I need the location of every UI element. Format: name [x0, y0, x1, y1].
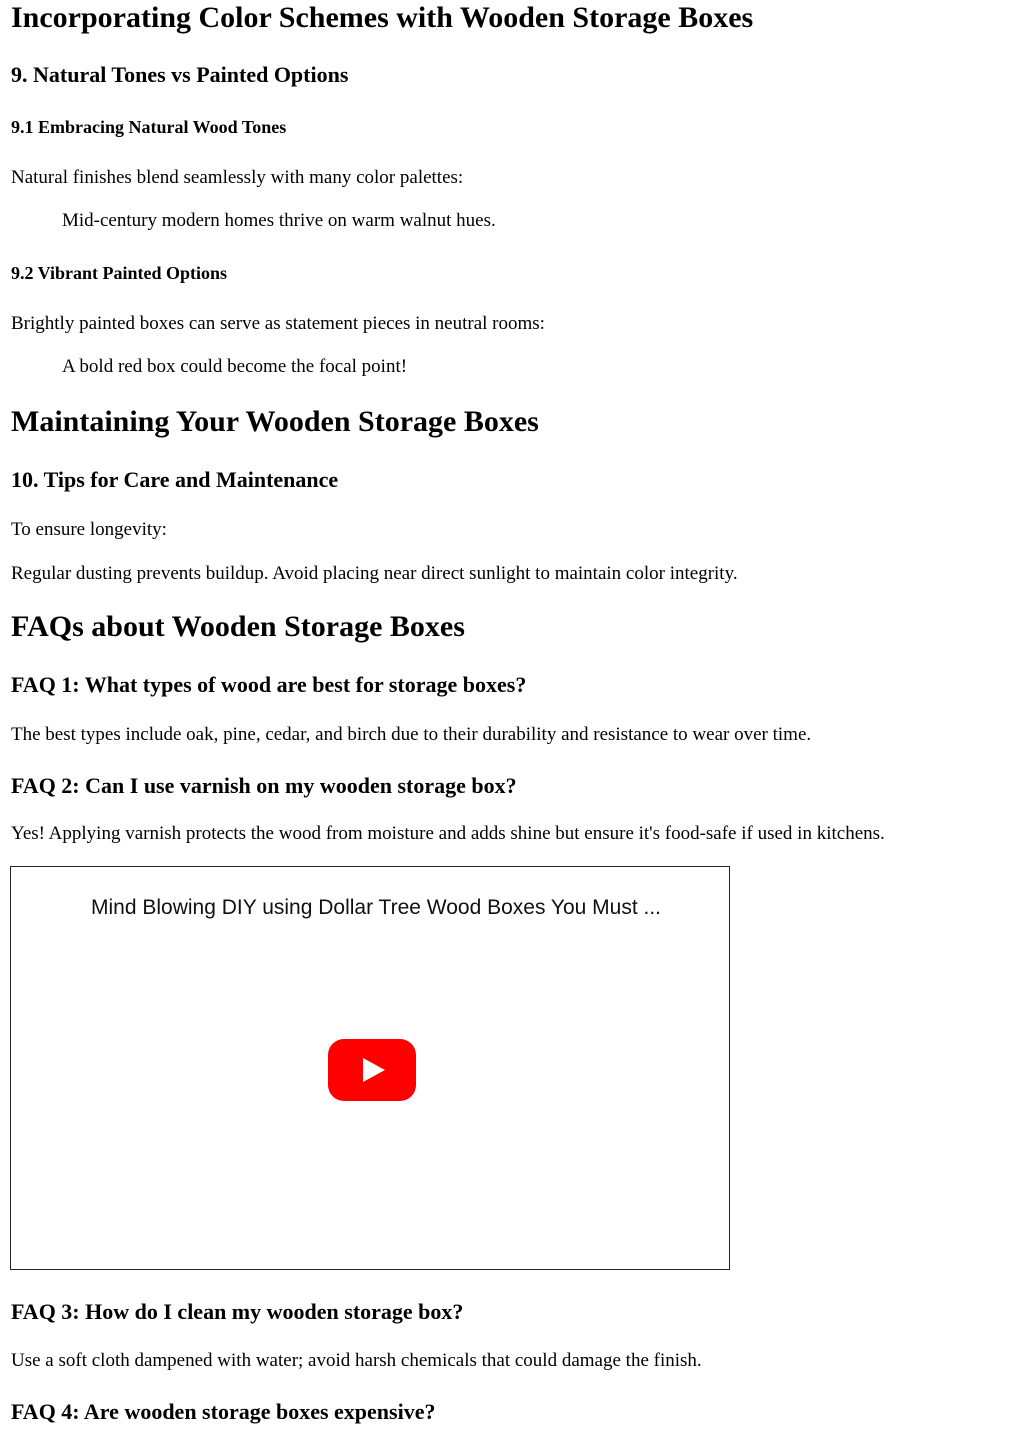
blockquote-natural-example: Mid-century modern homes thrive on warm walnut hues.: [62, 210, 496, 231]
play-button[interactable]: [328, 1039, 416, 1101]
embedded-video-player[interactable]: [10, 866, 730, 1270]
section-title-faqs: FAQs about Wooden Storage Boxes: [11, 610, 465, 643]
paragraph-maintenance-tips: Regular dusting prevents buildup. Avoid placing near direct sunlight to maintain color integrity.: [11, 563, 738, 584]
faq-answer-1: The best types include oak, pine, cedar, and birch due to their durability and resistance to wear over time.: [11, 724, 812, 745]
youtube-play-icon[interactable]: [328, 1039, 416, 1101]
subsection-title-natural-vs-painted: 9. Natural Tones vs Painted Options: [11, 62, 349, 87]
heading-natural-wood-tones: 9.1 Embracing Natural Wood Tones: [11, 117, 287, 137]
paragraph-painted-intro: Brightly painted boxes can serve as statement pieces in neutral rooms:: [11, 313, 545, 334]
heading-vibrant-painted: 9.2 Vibrant Painted Options: [11, 263, 228, 283]
paragraph-maintenance-intro: To ensure longevity:: [11, 519, 167, 540]
faq-answer-3: Use a soft cloth dampened with water; avoid harsh chemicals that could damage the finish.: [11, 1350, 702, 1371]
section-title-color-schemes: Incorporating Color Schemes with Wooden Storage Boxes: [11, 1, 754, 34]
faq-question-4: FAQ 4: Are wooden storage boxes expensive?: [11, 1399, 436, 1424]
subsection-title-care-tips: 10. Tips for Care and Maintenance: [11, 467, 339, 492]
faq-question-1: FAQ 1: What types of wood are best for storage boxes?: [11, 672, 527, 697]
faq-question-3: FAQ 3: How do I clean my wooden storage box?: [11, 1299, 464, 1324]
section-title-maintenance: Maintaining Your Wooden Storage Boxes: [11, 405, 539, 438]
paragraph-natural-intro: Natural finishes blend seamlessly with many color palettes:: [11, 167, 464, 188]
faq-answer-2: Yes! Applying varnish protects the wood from moisture and adds shine but ensure it's food-safe if used in kitchens.: [11, 823, 885, 844]
blockquote-painted-example: A bold red box could become the focal point!: [62, 356, 408, 377]
faq-question-2: FAQ 2: Can I use varnish on my wooden storage box?: [11, 773, 517, 798]
video-title[interactable]: Mind Blowing DIY using Dollar Tree Wood Boxes You Must ...: [91, 896, 662, 919]
